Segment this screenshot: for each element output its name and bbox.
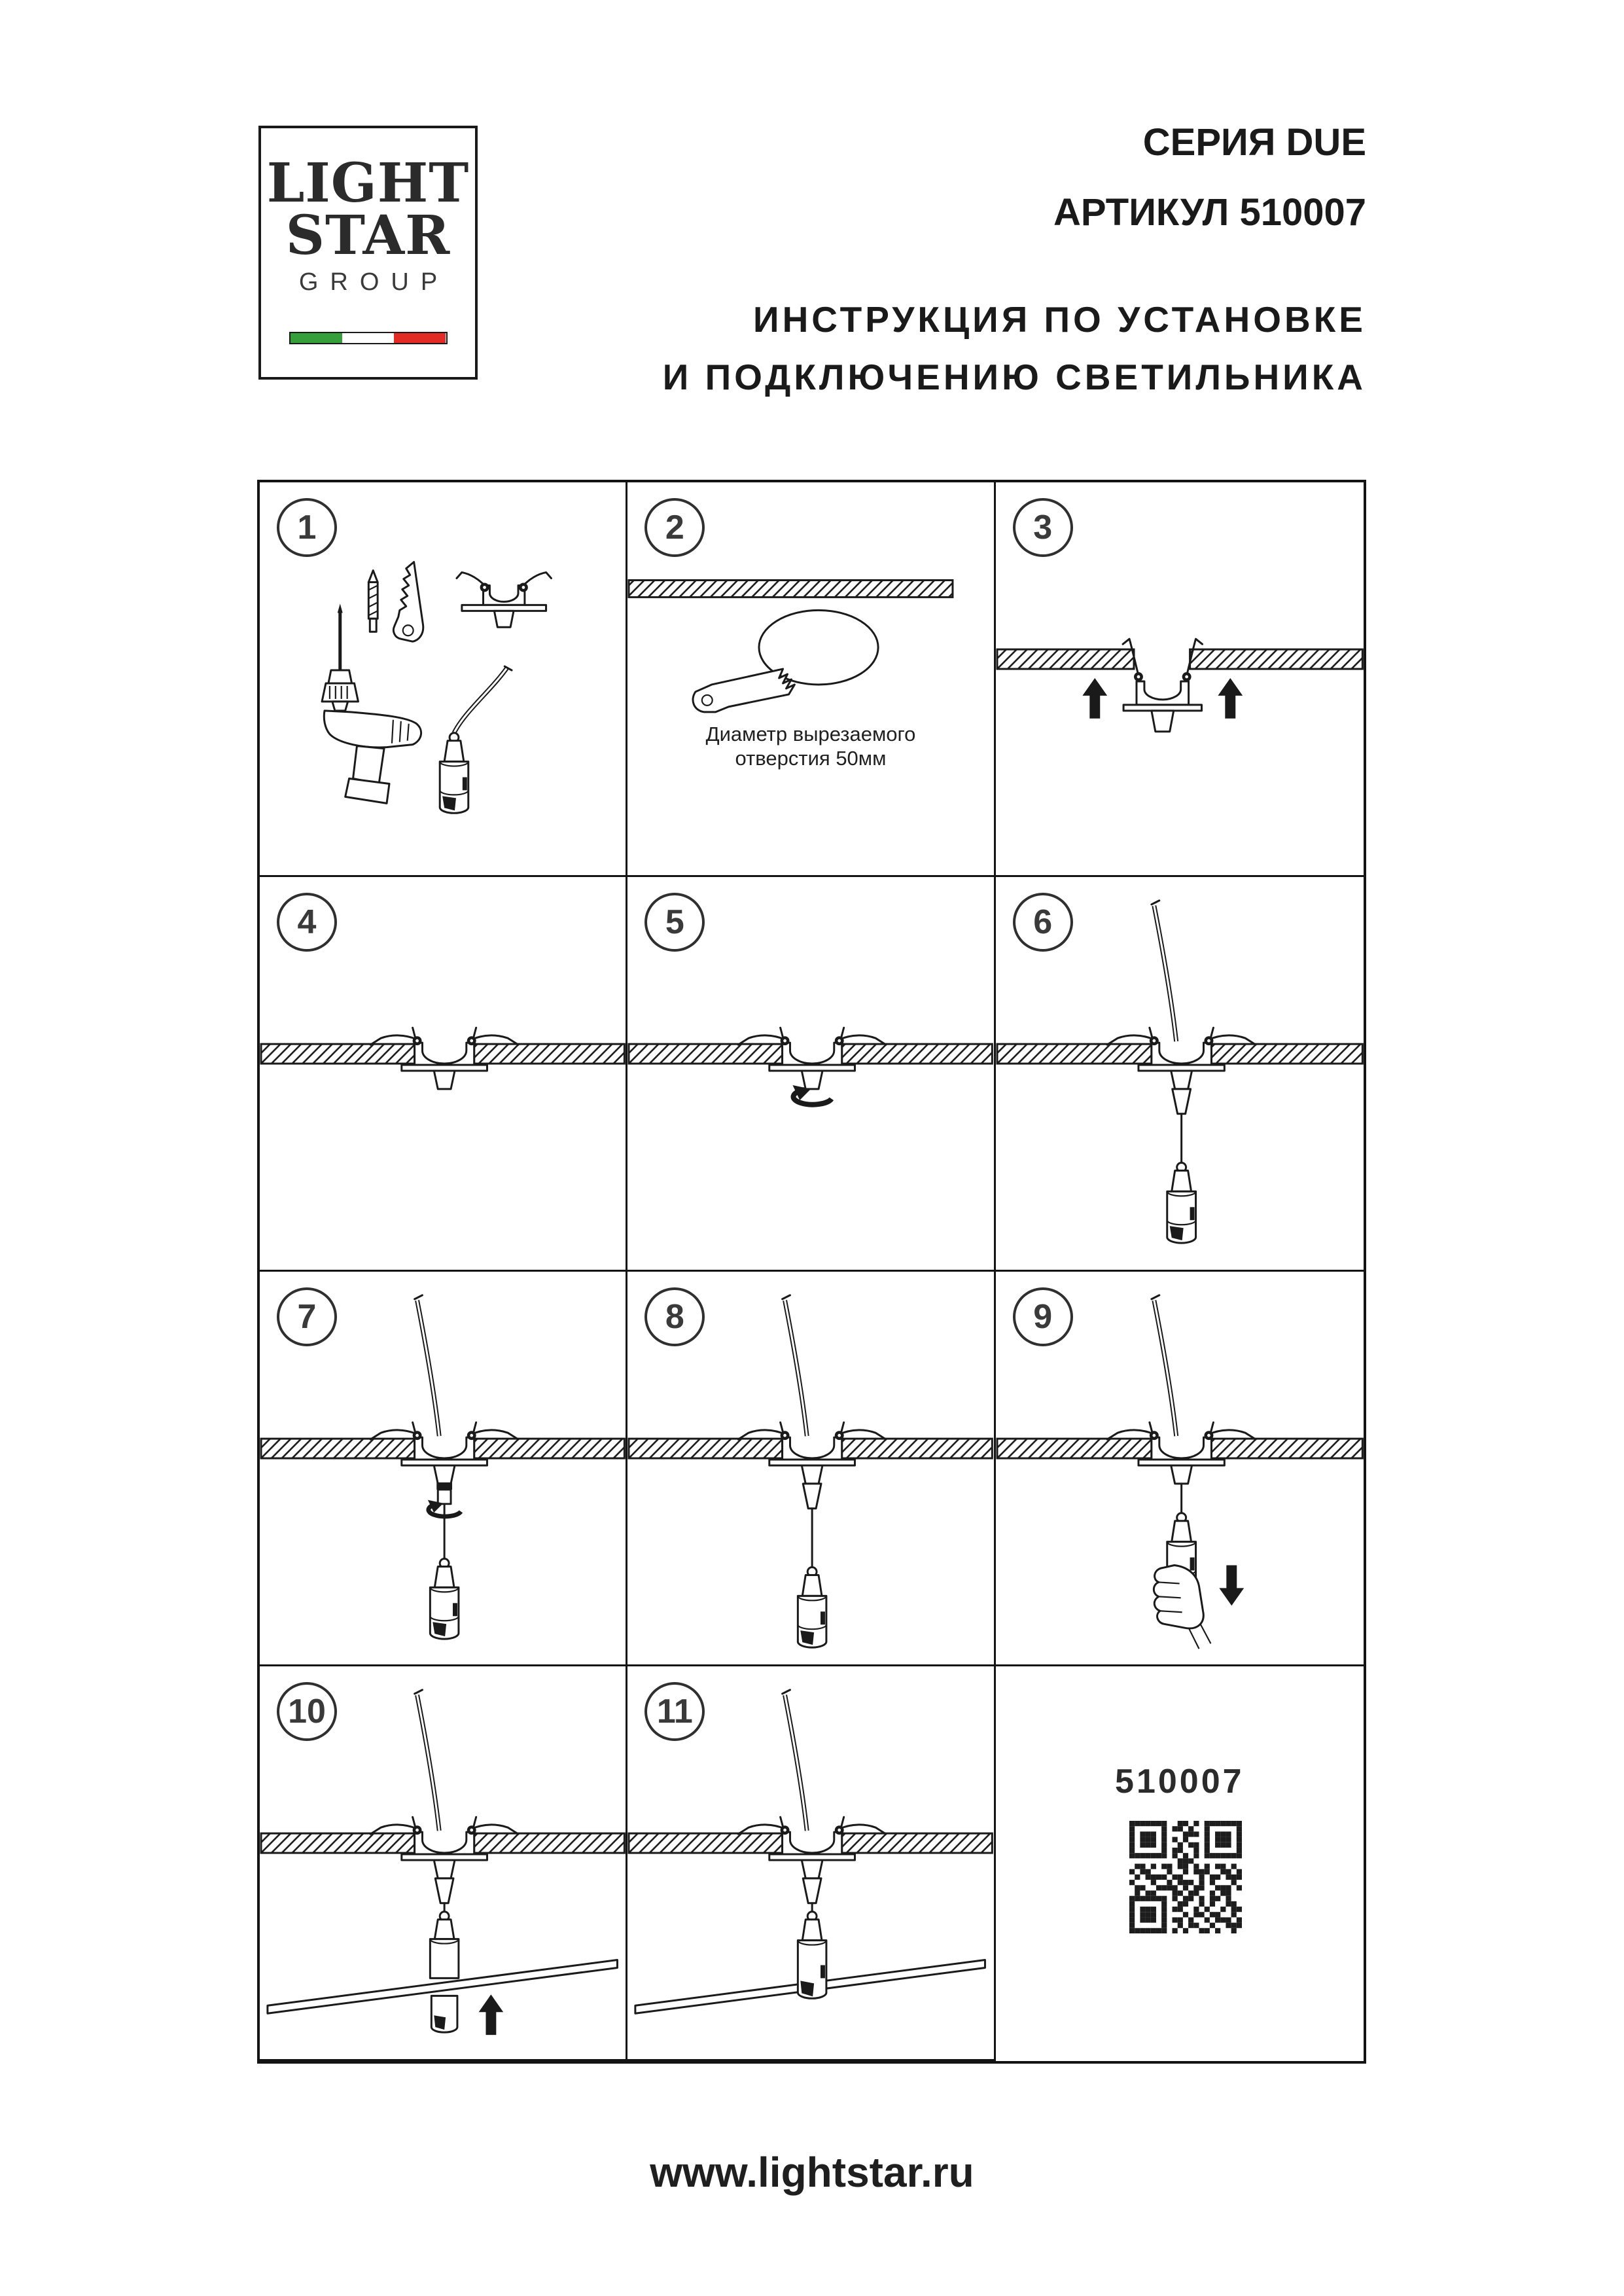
strain-relief (1172, 1089, 1190, 1114)
hole-diameter-caption: Диаметр вырезаемого отверстия 50мм (705, 723, 916, 770)
saw-icon (693, 669, 794, 712)
fixture-installed (261, 1422, 624, 1484)
step-number-badge: 8 (644, 1287, 705, 1346)
pendant-socket (1167, 1163, 1195, 1244)
drill-bit-icon (368, 571, 378, 632)
step-number-badge: 9 (1013, 1287, 1073, 1346)
step-number-badge: 7 (277, 1287, 337, 1346)
power-wire (415, 1690, 440, 1831)
logo-word-star: STAR (285, 204, 451, 267)
qr-article-label: 510007 (1115, 1763, 1244, 1801)
flag-green-segment (291, 333, 342, 343)
ceiling-hatch (1190, 649, 1362, 669)
step-cell-1 (260, 482, 627, 877)
step-cell-8 (627, 1272, 995, 1666)
ceiling-hatch (997, 649, 1134, 669)
fixture-installed (629, 1422, 992, 1484)
step-cell-11 (627, 1666, 995, 2061)
instruction-title-line2: И ПОДКЛЮЧЕНИЮ СВЕТИЛЬНИКА (662, 357, 1366, 397)
pendant-socket (798, 1912, 827, 1999)
instruction-title-line1: ИНСТРУКЦИЯ ПО УСТАНОВКЕ (753, 299, 1366, 340)
cord-grip-band (436, 1482, 452, 1490)
socket-upper-part (430, 1912, 459, 1979)
step-number-badge: 10 (277, 1682, 337, 1741)
lamp-socket-icon (440, 666, 512, 813)
pendant-socket (798, 1567, 827, 1647)
step-number-badge: 2 (644, 498, 705, 557)
step-cell-6 (996, 877, 1364, 1272)
qr-code (1129, 1821, 1242, 1933)
step-cell-10 (260, 1666, 627, 2061)
step-number-badge: 1 (277, 498, 337, 557)
step-cell-3 (996, 482, 1364, 877)
step-number-badge: 4 (277, 893, 337, 952)
step-number-badge: 6 (1013, 893, 1073, 952)
logo-word-group: GROUP (298, 268, 450, 296)
pendant-socket (430, 1559, 459, 1640)
ceiling-hatch (629, 581, 953, 598)
power-wire (1152, 1295, 1176, 1436)
flag-red-segment (394, 333, 446, 343)
saw-blade-icon (393, 562, 423, 642)
logo-word-light: LIGHT (266, 152, 470, 215)
power-wire (1152, 901, 1176, 1041)
step-cell-7 (260, 1272, 627, 1666)
power-wire (783, 1690, 807, 1831)
step-cell-2 (627, 482, 995, 877)
website-link: www.lightstar.ru (650, 2149, 974, 2196)
step-cell-9 (996, 1272, 1364, 1666)
flag-white-segment (342, 333, 394, 343)
fixture-installed (261, 1028, 624, 1089)
power-wire (415, 1295, 440, 1436)
strain-relief (803, 1484, 822, 1509)
series-title: СЕРИЯ DUE (1142, 121, 1366, 164)
strain-relief (803, 1878, 822, 1903)
step-cell-5 (627, 877, 995, 1272)
fixture-installed (997, 1422, 1362, 1484)
up-arrow-icon (1218, 678, 1243, 719)
lightstar-logo (258, 126, 478, 380)
article-number: АРТИКУЛ 510007 (1053, 191, 1366, 234)
step-number-badge: 3 (1013, 498, 1073, 557)
steps-grid (257, 480, 1366, 2064)
fixture-installed (629, 1028, 992, 1089)
strain-relief (435, 1878, 453, 1903)
fixture-installed (997, 1028, 1362, 1089)
hand-icon (1154, 1566, 1210, 1649)
mounting-ring-icon (457, 573, 552, 628)
italian-flag-bar (289, 332, 448, 344)
step-number-badge: 5 (644, 893, 705, 952)
up-arrow-icon (479, 1994, 504, 2035)
step-number-badge: 11 (644, 1682, 705, 1741)
qr-cell (996, 1666, 1364, 2061)
header (663, 120, 1366, 406)
power-wire (783, 1295, 807, 1436)
socket-lower-part (431, 1996, 457, 2032)
up-arrow-icon (1082, 678, 1107, 719)
fixture-installed (261, 1817, 624, 1878)
step-cell-4 (260, 877, 627, 1272)
fixture-installed (629, 1817, 992, 1878)
down-arrow-icon (1219, 1566, 1244, 1606)
cord-grip (438, 1490, 451, 1504)
